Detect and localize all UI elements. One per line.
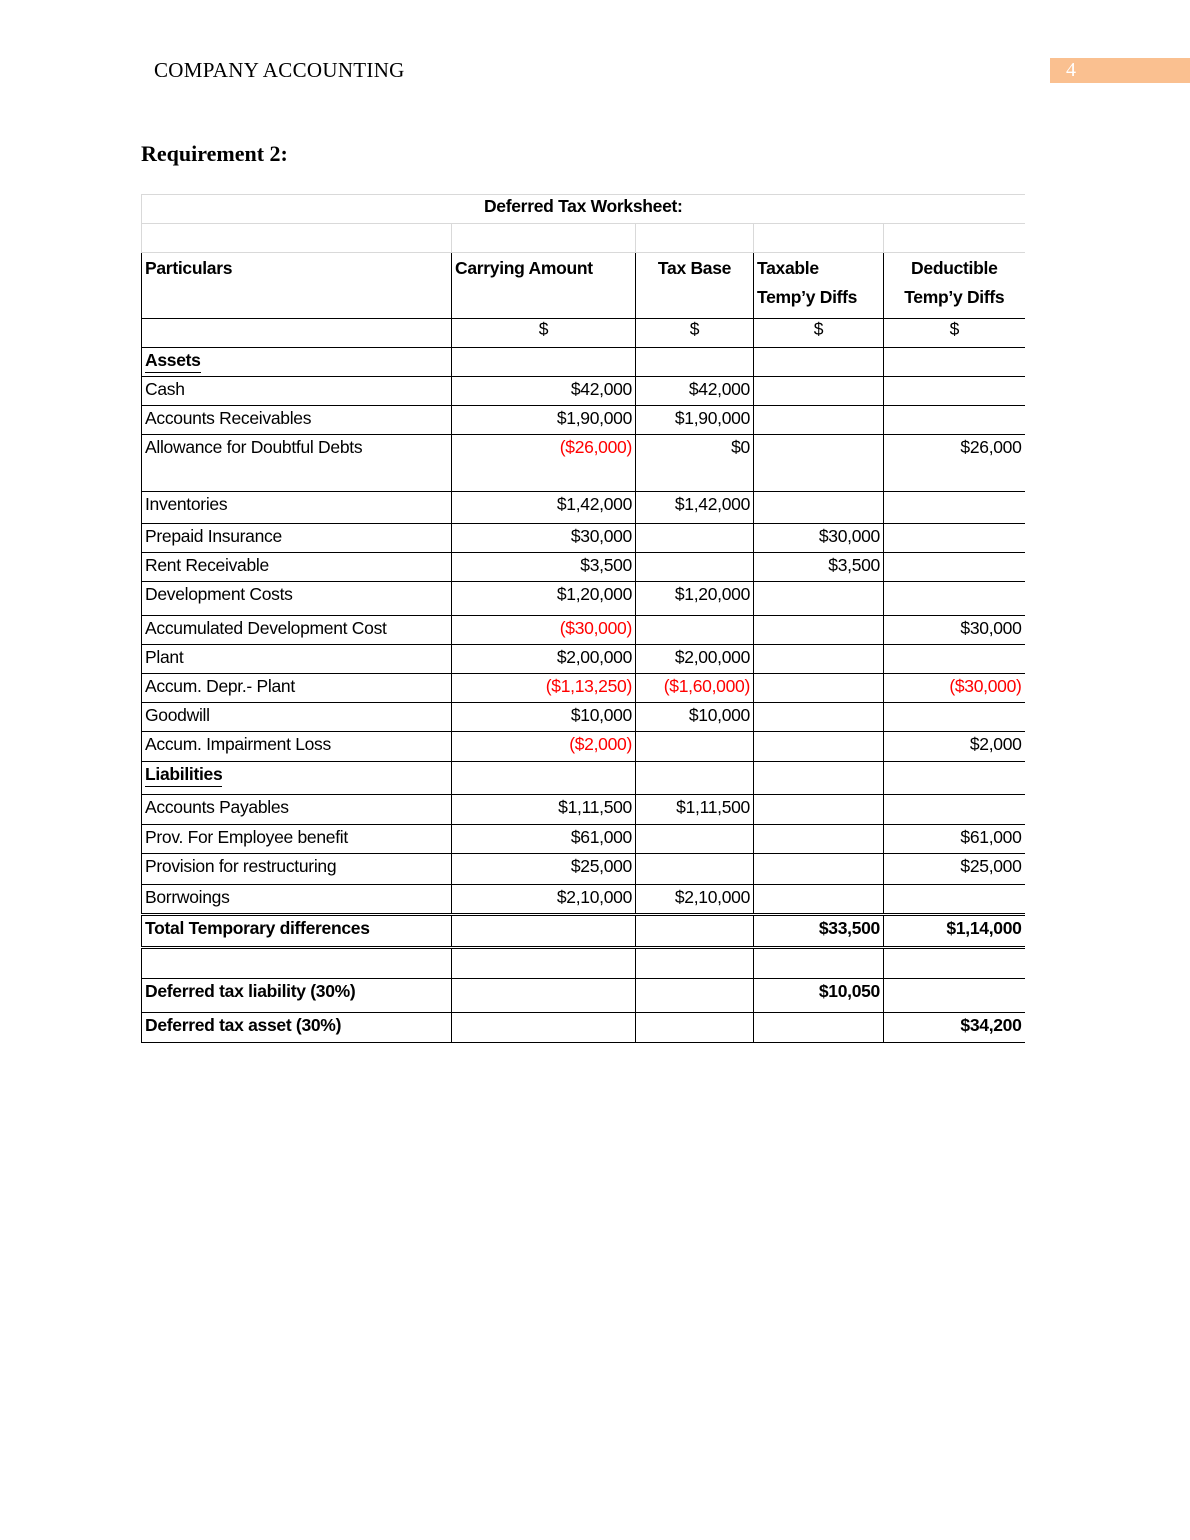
tax-base-cell (636, 524, 754, 553)
taxable-diff-cell (754, 616, 884, 645)
taxable-diff-cell (754, 732, 884, 762)
total-row (142, 915, 1025, 948)
taxable-diff-cell (754, 854, 884, 885)
table-row (142, 553, 1025, 582)
cell (142, 319, 452, 348)
deductible-diff-cell: $34,200 (884, 1013, 1025, 1043)
row-label (142, 915, 452, 948)
section-row (142, 348, 1025, 377)
tax-base-cell (636, 1013, 754, 1043)
taxable-diff-cell (754, 762, 884, 795)
carrying-amount-cell: $25,000 (452, 854, 636, 885)
tax-base-cell: $0 (636, 435, 754, 492)
currency-symbol: $ (884, 319, 1025, 348)
tax-base-cell: $1,11,500 (636, 795, 754, 825)
row-label (142, 703, 452, 732)
tax-base-cell: $1,20,000 (636, 582, 754, 616)
cell (754, 224, 884, 253)
currency-symbol: $ (636, 319, 754, 348)
row-label (142, 854, 452, 885)
tax-base-cell (636, 825, 754, 854)
table-row (142, 795, 1025, 825)
taxable-diff-cell (754, 948, 884, 979)
row-label (142, 979, 452, 1013)
table-row (142, 979, 1025, 1013)
table-row (142, 703, 1025, 732)
deductible-diff-cell (884, 406, 1025, 435)
tax-base-cell (636, 948, 754, 979)
row-label-text: Plant (145, 647, 184, 667)
carrying-amount-cell (452, 979, 636, 1013)
row-label (142, 582, 452, 616)
tax-base-cell (636, 616, 754, 645)
carrying-amount-cell: $61,000 (452, 825, 636, 854)
tax-base-cell: $1,90,000 (636, 406, 754, 435)
carrying-amount-cell: $2,00,000 (452, 645, 636, 674)
table-row (142, 524, 1025, 553)
row-label-text: Accounts Payables (145, 797, 289, 817)
taxable-diff-cell (754, 645, 884, 674)
deductible-diff-cell (884, 762, 1025, 795)
row-label (142, 616, 452, 645)
carrying-amount-cell: $30,000 (452, 524, 636, 553)
worksheet-title-row (142, 195, 1025, 224)
section-heading: Liabilities (145, 764, 222, 787)
tax-base-cell (636, 348, 754, 377)
taxable-diff-cell (754, 406, 884, 435)
table-row (142, 492, 1025, 524)
column-header-taxable-diffs: Taxable Temp’y Diffs (754, 253, 884, 319)
row-label-text: Accum. Impairment Loss (145, 734, 331, 754)
row-label-text: Prov. For Employee benefit (145, 827, 348, 847)
table-row (142, 435, 1025, 492)
deductible-diff-cell (884, 948, 1025, 979)
running-header: COMPANY ACCOUNTING (154, 58, 405, 82)
deductible-diff-cell (884, 377, 1025, 406)
table-row (142, 645, 1025, 674)
row-label-text: Allowance for Doubtful Debts (145, 437, 363, 457)
cell (636, 224, 754, 253)
carrying-amount-cell: $42,000 (452, 377, 636, 406)
deductible-diff-cell: $26,000 (884, 435, 1025, 492)
tax-base-cell (636, 762, 754, 795)
carrying-amount-cell: $1,20,000 (452, 582, 636, 616)
tax-base-cell: $1,42,000 (636, 492, 754, 524)
tax-base-cell (636, 553, 754, 582)
page-number: 4 (1066, 59, 1076, 81)
table-row (142, 377, 1025, 406)
taxable-diff-cell (754, 492, 884, 524)
tax-base-cell: ($1,60,000) (636, 674, 754, 703)
taxable-diff-cell (754, 435, 884, 492)
table-row (142, 885, 1025, 915)
tax-base-cell (636, 732, 754, 762)
taxable-diff-cell: $33,500 (754, 915, 884, 948)
table-row (142, 674, 1025, 703)
deductible-diff-cell (884, 795, 1025, 825)
taxable-diff-cell (754, 795, 884, 825)
row-label-text: Provision for restructuring (145, 856, 337, 876)
carrying-amount-cell: $1,42,000 (452, 492, 636, 524)
row-label-text: Inventories (145, 494, 228, 514)
row-label (142, 348, 452, 377)
tax-base-cell (636, 915, 754, 948)
row-label-text: Goodwill (145, 705, 210, 725)
table-row (142, 406, 1025, 435)
row-label-text: Deferred tax liability (30%) (145, 981, 356, 1001)
carrying-amount-cell: ($30,000) (452, 616, 636, 645)
row-label-text: Accounts Receivables (145, 408, 312, 428)
deductible-diff-cell: $30,000 (884, 616, 1025, 645)
row-label (142, 553, 452, 582)
deductible-diff-cell (884, 645, 1025, 674)
row-label-text: Development Costs (145, 584, 293, 604)
deductible-diff-cell: $25,000 (884, 854, 1025, 885)
carrying-amount-cell (452, 1013, 636, 1043)
table-row (142, 825, 1025, 854)
deductible-diff-cell (884, 885, 1025, 915)
deductible-diff-cell: $1,14,000 (884, 915, 1025, 948)
carrying-amount-cell: $2,10,000 (452, 885, 636, 915)
requirement-heading: Requirement 2: (141, 141, 288, 166)
carrying-amount-cell: ($1,13,250) (452, 674, 636, 703)
currency-symbol: $ (754, 319, 884, 348)
blank-row (142, 224, 1025, 253)
row-label-text: Deferred tax asset (30%) (145, 1015, 342, 1035)
carrying-amount-cell: $1,11,500 (452, 795, 636, 825)
carrying-amount-cell: ($26,000) (452, 435, 636, 492)
row-label (142, 732, 452, 762)
taxable-diff-cell (754, 582, 884, 616)
deferred-tax-worksheet (141, 194, 1025, 1043)
column-header-particulars: Particulars (142, 253, 452, 319)
row-label-text: Accumulated Development Cost (145, 618, 387, 638)
tax-base-cell: $42,000 (636, 377, 754, 406)
taxable-diff-cell: $30,000 (754, 524, 884, 553)
taxable-diff-cell (754, 1013, 884, 1043)
section-row (142, 762, 1025, 795)
worksheet-title: Deferred Tax Worksheet: (142, 195, 1025, 224)
taxable-diff-cell (754, 348, 884, 377)
row-label (142, 674, 452, 703)
deductible-diff-cell: $61,000 (884, 825, 1025, 854)
taxable-diff-cell (754, 377, 884, 406)
taxable-diff-cell (754, 885, 884, 915)
carrying-amount-cell: $1,90,000 (452, 406, 636, 435)
taxable-diff-cell: $10,050 (754, 979, 884, 1013)
taxable-diff-cell (754, 825, 884, 854)
tax-base-cell (636, 979, 754, 1013)
row-label (142, 524, 452, 553)
row-label-text: Borrwoings (145, 887, 230, 907)
tax-base-cell: $2,10,000 (636, 885, 754, 915)
page-number-badge (1050, 58, 1190, 83)
row-label (142, 435, 452, 492)
deductible-diff-cell (884, 348, 1025, 377)
row-label (142, 885, 452, 915)
deductible-diff-cell (884, 979, 1025, 1013)
carrying-amount-cell: $10,000 (452, 703, 636, 732)
deductible-diff-cell (884, 582, 1025, 616)
carrying-amount-cell: ($2,000) (452, 732, 636, 762)
row-label (142, 948, 452, 979)
carrying-amount-cell: $3,500 (452, 553, 636, 582)
row-label-text: Total Temporary differences (145, 918, 370, 938)
section-heading: Assets (145, 350, 201, 373)
row-label-text: Rent Receivable (145, 555, 269, 575)
column-header-row (142, 253, 1025, 319)
cell (452, 224, 636, 253)
tax-base-cell (636, 854, 754, 885)
deductible-diff-cell (884, 492, 1025, 524)
column-header-deductible-diffs: Deductible Temp’y Diffs (884, 253, 1025, 319)
row-label-text: Accum. Depr.- Plant (145, 676, 295, 696)
row-label (142, 825, 452, 854)
table-row (142, 1013, 1025, 1043)
carrying-amount-cell (452, 915, 636, 948)
table-row (142, 854, 1025, 885)
table-row (142, 616, 1025, 645)
carrying-amount-cell (452, 762, 636, 795)
taxable-diff-cell (754, 703, 884, 732)
deductible-diff-cell: ($30,000) (884, 674, 1025, 703)
tax-base-cell: $2,00,000 (636, 645, 754, 674)
table-row (142, 732, 1025, 762)
cell (142, 224, 452, 253)
taxable-diff-cell (754, 674, 884, 703)
row-label-text: Cash (145, 379, 185, 399)
carrying-amount-cell (452, 348, 636, 377)
tax-base-cell: $10,000 (636, 703, 754, 732)
currency-row (142, 319, 1025, 348)
deductible-diff-cell (884, 703, 1025, 732)
row-label (142, 1013, 452, 1043)
deductible-diff-cell (884, 553, 1025, 582)
row-label (142, 377, 452, 406)
row-label-text: Prepaid Insurance (145, 526, 282, 546)
table-row (142, 582, 1025, 616)
row-label (142, 795, 452, 825)
row-label (142, 406, 452, 435)
column-header-tax-base: Tax Base (636, 253, 754, 319)
currency-symbol: $ (452, 319, 636, 348)
row-label (142, 492, 452, 524)
row-label (142, 762, 452, 795)
cell (884, 224, 1025, 253)
column-header-carrying-amount: Carrying Amount (452, 253, 636, 319)
table-row (142, 948, 1025, 979)
carrying-amount-cell (452, 948, 636, 979)
taxable-diff-cell: $3,500 (754, 553, 884, 582)
row-label (142, 645, 452, 674)
deductible-diff-cell (884, 524, 1025, 553)
deductible-diff-cell: $2,000 (884, 732, 1025, 762)
